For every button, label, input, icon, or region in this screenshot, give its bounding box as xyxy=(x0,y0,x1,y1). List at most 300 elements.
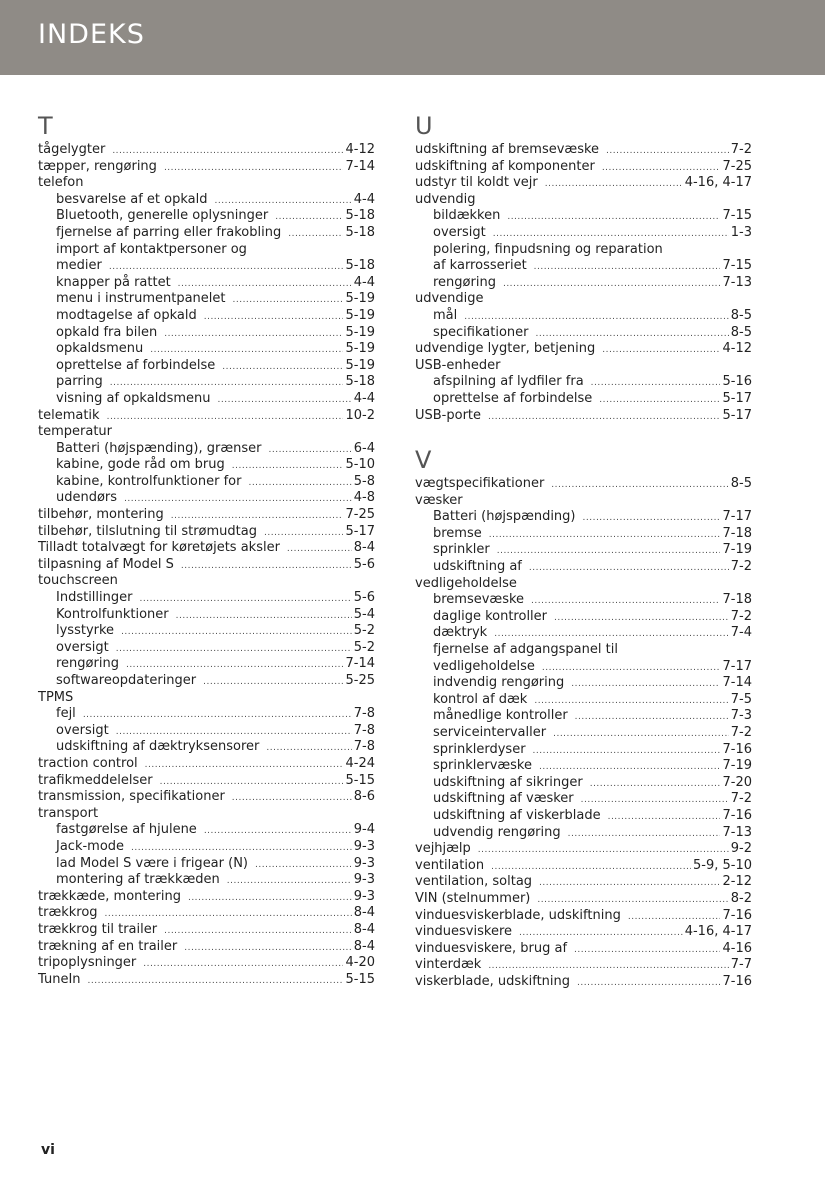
index-term: oprettelse af forbindelse xyxy=(56,357,216,373)
index-term: daglige kontroller xyxy=(433,608,548,624)
index-page-ref: 9-4 xyxy=(353,822,375,838)
index-subentry xyxy=(38,391,375,408)
index-entry xyxy=(415,874,752,891)
index-term: udvendige lygter, betjening xyxy=(415,341,596,357)
index-page-ref: 5-19 xyxy=(345,341,375,357)
index-term: ventilation, soltag xyxy=(415,874,533,890)
dot-leader xyxy=(575,708,729,726)
index-term: vinterdæk xyxy=(415,957,482,973)
index-term: fjernelse af adgangspanel til xyxy=(433,642,618,658)
index-subentry xyxy=(38,457,375,474)
dot-leader xyxy=(215,192,352,210)
index-term: bremsevæske xyxy=(433,592,525,608)
index-term: ventilation xyxy=(415,857,485,873)
dot-leader xyxy=(507,208,720,226)
index-entry xyxy=(415,576,752,593)
dot-leader xyxy=(539,874,720,892)
index-subentry xyxy=(415,592,752,609)
index-page-ref: 7-17 xyxy=(722,509,752,525)
index-subentry xyxy=(38,242,375,259)
index-term: mål xyxy=(433,307,458,323)
index-entry xyxy=(38,922,375,939)
index-subentry xyxy=(415,808,752,825)
dot-leader xyxy=(534,692,728,710)
index-term: USB-enheder xyxy=(415,357,501,373)
index-term: sprinklervæske xyxy=(433,758,532,774)
index-page-ref: 8-4 xyxy=(353,540,375,556)
index-term: menu i instrumentpanelet xyxy=(56,291,226,307)
index-page-ref: 9-2 xyxy=(730,841,752,857)
dot-leader xyxy=(232,291,343,309)
index-term: udvendig rengøring xyxy=(433,824,561,840)
dot-leader xyxy=(551,476,728,494)
index-page-ref: 7-5 xyxy=(730,691,752,707)
index-page-ref: 7-4 xyxy=(730,625,752,641)
dot-leader xyxy=(227,872,352,890)
index-term: temperatur xyxy=(38,424,113,440)
dot-leader xyxy=(497,542,721,560)
index-page-ref: 5-2 xyxy=(353,623,375,639)
index-entry xyxy=(415,924,752,941)
index-entry xyxy=(415,941,752,958)
index-entry xyxy=(415,358,752,375)
index-term: udstyr til koldt vejr xyxy=(415,175,538,191)
dot-leader xyxy=(88,972,344,990)
page-title: INDEKS xyxy=(38,19,145,50)
dot-leader xyxy=(531,592,720,610)
index-page-ref: 5-15 xyxy=(345,971,375,987)
index-subentry xyxy=(415,659,752,676)
dot-leader xyxy=(217,391,351,409)
index-page-ref: 5-18 xyxy=(345,258,375,274)
index-subentry xyxy=(415,692,752,709)
index-term: fastgørelse af hjulene xyxy=(56,822,197,838)
dot-leader xyxy=(184,939,352,957)
index-page-ref: 4-20 xyxy=(345,955,375,971)
index-entry xyxy=(415,493,752,510)
index-term: tågelygter xyxy=(38,142,106,157)
index-page-ref: 7-7 xyxy=(730,957,752,973)
dot-leader xyxy=(628,908,721,926)
index-term: Tilladt totalvægt for køretøjets aksler xyxy=(38,540,280,556)
index-page-ref: 5-6 xyxy=(353,590,375,606)
index-term: Indstillinger xyxy=(56,590,133,606)
index-page-ref: 9-3 xyxy=(353,855,375,871)
index-subentry xyxy=(38,872,375,889)
dot-leader xyxy=(178,275,352,293)
index-column-left xyxy=(38,110,375,988)
index-term: afspilning af lydfiler fra xyxy=(433,374,584,390)
index-subentry xyxy=(415,742,752,759)
index-page-ref: 7-25 xyxy=(722,158,752,174)
index-page-ref: 7-15 xyxy=(722,258,752,274)
index-page-ref: 8-2 xyxy=(730,890,752,906)
index-term: udskiftning af bremsevæske xyxy=(415,142,600,157)
index-page-ref: 8-4 xyxy=(353,938,375,954)
index-page-ref: 7-2 xyxy=(730,791,752,807)
dot-leader xyxy=(248,474,351,492)
index-subentry xyxy=(415,325,752,342)
dot-leader xyxy=(574,941,720,959)
index-term: VIN (stelnummer) xyxy=(415,890,531,906)
index-term: trækning af en trailer xyxy=(38,938,178,954)
index-subentry xyxy=(38,374,375,391)
index-subentry xyxy=(415,391,752,408)
index-page-ref: 5-17 xyxy=(345,523,375,539)
index-page-ref: 7-18 xyxy=(722,525,752,541)
dot-leader xyxy=(591,374,721,392)
index-page-ref: 5-4 xyxy=(353,606,375,622)
dot-leader xyxy=(581,791,729,809)
index-term: oversigt xyxy=(56,722,109,738)
index-page-ref: 4-8 xyxy=(353,490,375,506)
index-term: tripoplysninger xyxy=(38,955,137,971)
index-entry xyxy=(38,889,375,906)
index-page-ref: 7-17 xyxy=(722,658,752,674)
index-term: montering af trækkæden xyxy=(56,872,220,888)
index-entry-list xyxy=(415,476,752,990)
dot-leader xyxy=(529,559,729,577)
dot-leader xyxy=(583,509,721,527)
dot-leader xyxy=(160,773,344,791)
index-subentry xyxy=(415,208,752,225)
index-page-ref: 6-4 xyxy=(353,440,375,456)
dot-leader xyxy=(164,159,344,177)
index-term: USB-porte xyxy=(415,407,482,423)
index-entry xyxy=(38,806,375,823)
index-subentry xyxy=(38,839,375,856)
dot-leader xyxy=(143,955,343,973)
index-page-ref: 7-8 xyxy=(353,706,375,722)
index-subentry xyxy=(38,623,375,640)
index-term: trækkæde, montering xyxy=(38,888,181,904)
index-entry xyxy=(38,142,375,159)
dot-leader xyxy=(533,742,721,760)
index-term: oprettelse af forbindelse xyxy=(433,390,593,406)
dot-leader xyxy=(131,839,352,857)
index-page-ref: 8-5 xyxy=(730,476,752,492)
dot-leader xyxy=(602,159,721,177)
index-entry xyxy=(415,974,752,991)
dot-leader xyxy=(577,974,720,992)
index-page-ref: 8-5 xyxy=(730,307,752,323)
dot-leader xyxy=(232,789,352,807)
index-page-ref: 8-4 xyxy=(353,905,375,921)
index-term: besvarelse af et opkald xyxy=(56,191,208,207)
dot-leader xyxy=(287,540,352,558)
index-entry xyxy=(38,939,375,956)
index-term: modtagelse af opkald xyxy=(56,307,197,323)
index-subentry xyxy=(38,441,375,458)
index-page-ref: 5-19 xyxy=(345,357,375,373)
index-page-ref: 5-2 xyxy=(353,639,375,655)
index-subentry xyxy=(38,656,375,673)
index-page-ref: 7-19 xyxy=(722,542,752,558)
index-term: TuneIn xyxy=(38,971,81,987)
dot-leader xyxy=(494,625,729,643)
index-page-ref: 4-4 xyxy=(353,191,375,207)
index-term: specifikationer xyxy=(433,324,529,340)
index-entry xyxy=(38,524,375,541)
index-page-ref: 5-16 xyxy=(722,374,752,390)
index-subentry xyxy=(38,706,375,723)
index-page-ref: 7-16 xyxy=(722,973,752,989)
index-term: Jack-mode xyxy=(56,838,125,854)
index-entry xyxy=(415,476,752,493)
dot-leader xyxy=(171,507,344,525)
index-page-ref: 7-19 xyxy=(722,758,752,774)
index-page-ref: 7-3 xyxy=(730,708,752,724)
dot-leader xyxy=(121,623,352,641)
index-term: Batteri (højspænding) xyxy=(433,509,576,525)
index-page-ref: 7-2 xyxy=(730,142,752,157)
index-entry xyxy=(38,690,375,707)
index-term: viskerblade, udskiftning xyxy=(415,973,571,989)
index-subentry xyxy=(38,208,375,225)
index-page-ref: 7-8 xyxy=(353,739,375,755)
section-letter: T xyxy=(38,112,53,140)
index-term: indvendig rengøring xyxy=(433,675,565,691)
index-term: vægtspecifikationer xyxy=(415,476,545,492)
index-page-ref: 4-16 xyxy=(722,940,752,956)
dot-leader xyxy=(83,706,352,724)
index-term: traction control xyxy=(38,755,138,771)
index-subentry xyxy=(415,225,752,242)
index-page-ref: 8-5 xyxy=(730,324,752,340)
index-subentry xyxy=(415,526,752,543)
dot-leader xyxy=(545,175,683,193)
dot-leader xyxy=(602,341,720,359)
dot-leader xyxy=(126,656,344,674)
index-term: tæpper, rengøring xyxy=(38,158,157,174)
index-entry xyxy=(38,507,375,524)
index-entry xyxy=(38,573,375,590)
index-page-ref: 7-2 xyxy=(730,608,752,624)
index-subentry xyxy=(415,825,752,842)
index-term: medier xyxy=(56,258,102,274)
index-term: Kontrolfunktioner xyxy=(56,606,169,622)
index-subentry xyxy=(38,225,375,242)
index-page-ref: 5-19 xyxy=(345,291,375,307)
index-subentry xyxy=(38,822,375,839)
index-page-ref: 4-24 xyxy=(345,755,375,771)
index-term: trafikmeddelelser xyxy=(38,772,153,788)
index-page-ref: 5-19 xyxy=(345,324,375,340)
index-entry xyxy=(415,841,752,858)
index-entry xyxy=(38,756,375,773)
index-entry xyxy=(415,908,752,925)
index-term: udskiftning af komponenter xyxy=(415,158,595,174)
page-number: vi xyxy=(41,1142,55,1158)
index-subentry xyxy=(38,723,375,740)
index-term: udskiftning af viskerblade xyxy=(433,807,601,823)
index-subentry xyxy=(415,791,752,808)
index-entry xyxy=(38,972,375,989)
index-term: månedlige kontroller xyxy=(433,708,568,724)
index-page-ref: 4-12 xyxy=(722,341,752,357)
index-entry xyxy=(415,142,752,159)
dot-leader xyxy=(116,640,352,658)
index-term: touchscreen xyxy=(38,573,118,589)
index-term: udskiftning af væsker xyxy=(433,791,574,807)
index-term: udendørs xyxy=(56,490,118,506)
index-entry xyxy=(415,291,752,308)
index-term: polering, finpudsning og reparation xyxy=(433,241,663,257)
index-page-ref: 9-3 xyxy=(353,888,375,904)
dot-leader xyxy=(534,258,721,276)
index-entry xyxy=(415,192,752,209)
dot-leader xyxy=(164,922,352,940)
dot-leader xyxy=(608,808,721,826)
index-term: fjernelse af parring eller frakobling xyxy=(56,224,282,240)
index-term: bremse xyxy=(433,525,482,541)
index-term: knapper på rattet xyxy=(56,274,171,290)
index-page-ref: 7-13 xyxy=(722,274,752,290)
dot-leader xyxy=(112,142,343,160)
index-page-ref: 5-19 xyxy=(345,307,375,323)
index-page-ref: 1-3 xyxy=(730,224,752,240)
index-page-ref: 5-15 xyxy=(345,772,375,788)
index-entry xyxy=(415,341,752,358)
index-term: trækkrog xyxy=(38,905,98,921)
dot-leader xyxy=(288,225,343,243)
index-page-ref: 7-14 xyxy=(722,675,752,691)
index-term: telefon xyxy=(38,175,84,191)
index-subentry xyxy=(38,640,375,657)
index-page-ref: 8-6 xyxy=(353,789,375,805)
index-page-ref: 2-12 xyxy=(722,874,752,890)
index-term: fejl xyxy=(56,706,76,722)
index-term: tilbehør, montering xyxy=(38,507,164,523)
index-page-ref: 5-18 xyxy=(345,224,375,240)
index-term: oversigt xyxy=(433,224,486,240)
index-term: vedligeholdelse xyxy=(433,658,535,674)
index-term: opkald fra bilen xyxy=(56,324,158,340)
index-term: lysstyrke xyxy=(56,623,115,639)
index-term: udskiftning af dæktryksensorer xyxy=(56,739,260,755)
dot-leader xyxy=(590,775,721,793)
index-subentry xyxy=(38,590,375,607)
index-page-ref: 5-17 xyxy=(722,390,752,406)
index-page-ref: 7-15 xyxy=(722,208,752,224)
index-term: dæktryk xyxy=(433,625,488,641)
index-term: Bluetooth, generelle oplysninger xyxy=(56,208,269,224)
dot-leader xyxy=(493,225,729,243)
index-subentry xyxy=(38,358,375,375)
index-term: udskiftning af sikringer xyxy=(433,774,583,790)
index-page-ref: 5-25 xyxy=(345,673,375,688)
dot-leader xyxy=(145,756,344,774)
dot-leader xyxy=(489,526,721,544)
index-entry xyxy=(415,159,752,176)
dot-leader xyxy=(203,673,343,691)
index-term: udskiftning af xyxy=(433,559,522,575)
index-subentry xyxy=(38,474,375,491)
index-subentry xyxy=(38,739,375,756)
dot-leader xyxy=(266,739,351,757)
index-page-ref: 7-2 xyxy=(730,725,752,740)
index-term: softwareopdateringer xyxy=(56,673,197,688)
index-entry xyxy=(415,891,752,908)
index-term: vedligeholdelse xyxy=(415,575,517,591)
dot-leader xyxy=(275,208,343,226)
index-page-ref: 4-4 xyxy=(353,390,375,406)
index-entry xyxy=(38,159,375,176)
index-page-ref: 5-18 xyxy=(345,374,375,390)
index-term: visning af opkaldsmenu xyxy=(56,390,211,406)
dot-leader xyxy=(599,391,720,409)
index-entry xyxy=(38,789,375,806)
index-page-ref: 7-20 xyxy=(722,774,752,790)
index-entry xyxy=(38,557,375,574)
index-page-ref: 4-16, 4-17 xyxy=(684,175,752,191)
index-term: transmission, specifikationer xyxy=(38,789,225,805)
index-column-right xyxy=(415,110,752,991)
dot-leader xyxy=(222,358,343,376)
index-term: sprinklerdyser xyxy=(433,741,526,757)
dot-leader xyxy=(232,457,344,475)
index-page-ref: 7-16 xyxy=(722,907,752,923)
dot-leader xyxy=(176,607,352,625)
index-page-ref: 4-4 xyxy=(353,274,375,290)
index-term: rengøring xyxy=(56,656,119,672)
index-term: bildækken xyxy=(433,208,501,224)
index-subentry xyxy=(415,642,752,659)
index-term: sprinkler xyxy=(433,542,490,558)
dot-leader xyxy=(204,822,352,840)
index-entry xyxy=(415,957,752,974)
index-term: vinduesviskerblade, udskiftning xyxy=(415,907,621,923)
index-subentry xyxy=(415,275,752,292)
index-page-ref: 5-6 xyxy=(353,556,375,572)
dot-leader xyxy=(488,408,720,426)
index-subentry xyxy=(38,258,375,275)
index-subentry xyxy=(38,341,375,358)
index-page-ref: 7-18 xyxy=(722,592,752,608)
index-entry xyxy=(415,175,752,192)
index-subentry xyxy=(38,325,375,342)
dot-leader xyxy=(464,308,729,326)
index-subentry xyxy=(38,308,375,325)
index-subentry xyxy=(415,509,752,526)
dot-leader xyxy=(537,891,728,909)
index-page-ref: 9-3 xyxy=(353,838,375,854)
dot-leader xyxy=(535,325,728,343)
index-subentry xyxy=(415,242,752,259)
index-page-ref: 7-14 xyxy=(345,656,375,672)
index-page-ref: 7-2 xyxy=(730,559,752,575)
index-entry xyxy=(415,858,752,875)
index-page-ref: 7-25 xyxy=(345,507,375,523)
dot-leader xyxy=(110,374,344,392)
dot-leader xyxy=(553,725,729,743)
index-term: serviceintervaller xyxy=(433,725,547,740)
index-term: udvendige xyxy=(415,291,484,307)
index-term: telematik xyxy=(38,407,100,423)
index-subentry xyxy=(38,607,375,624)
index-term: vinduesviskere xyxy=(415,924,513,940)
index-page-ref: 7-14 xyxy=(345,158,375,174)
index-term: lad Model S være i frigear (N) xyxy=(56,855,248,871)
index-subentry xyxy=(38,291,375,308)
index-entry xyxy=(38,905,375,922)
dot-leader xyxy=(491,858,691,876)
dot-leader xyxy=(124,490,352,508)
dot-leader xyxy=(107,408,344,426)
index-subentry xyxy=(415,559,752,576)
index-term: trækkrog til trailer xyxy=(38,921,158,937)
dot-leader xyxy=(503,275,721,293)
